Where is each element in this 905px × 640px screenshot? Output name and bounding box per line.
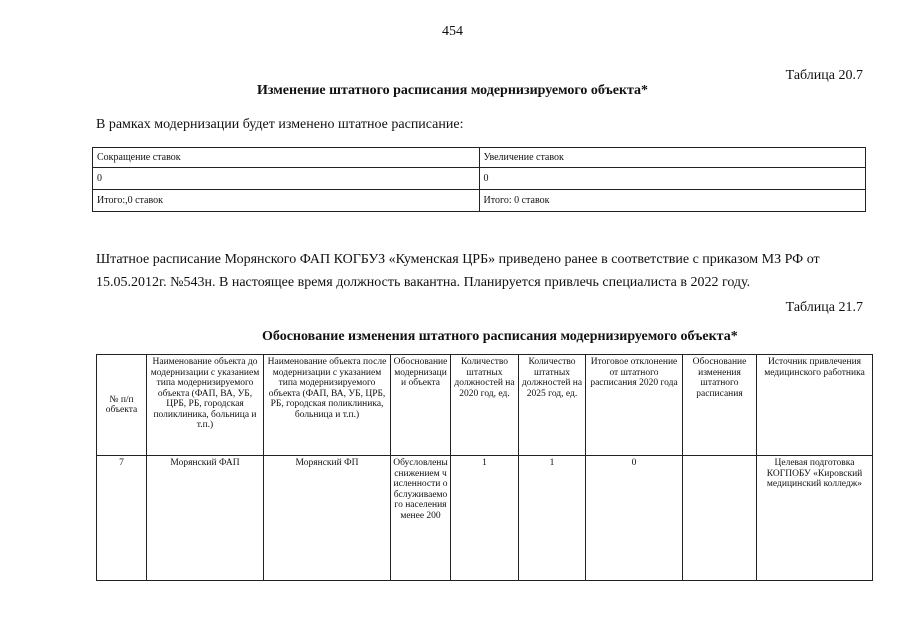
- table-cell: [683, 456, 757, 581]
- table-cell: Морянский ФАП: [147, 456, 264, 581]
- header-cell: № п/п объекта: [97, 355, 147, 456]
- table-cell: Сокращение ставок: [93, 148, 480, 168]
- table-cell: 7: [97, 456, 147, 581]
- table-cell: Итого:,0 ставок: [93, 190, 480, 212]
- staff-change-table: [92, 147, 866, 212]
- table-cell: Итого: 0 ставок: [479, 190, 866, 212]
- body-paragraph: Штатное расписание Морянского ФАП КОГБУЗ «Куменская ЦРБ» приведено ранее в соответствие с приказом МЗ РФ от 15.05.2012г. №543н. В настоящее время должность вакантна. Планируется привлечь специалиста в 2022 году.: [96, 252, 820, 290]
- header-cell: Количество штатных должностей на 2025 год, ед.: [519, 355, 586, 456]
- table-21-7-label: Таблица 21.7: [785, 300, 863, 315]
- table-20-7-label: Таблица 20.7: [785, 68, 863, 83]
- table-row: [97, 456, 873, 581]
- table-cell: Морянский ФП: [264, 456, 391, 581]
- intro-text: В рамках модернизации будет изменено штатное расписание:: [96, 117, 464, 132]
- table-cell: 1: [519, 456, 586, 581]
- header-cell: Источник привлечения медицинского работника: [757, 355, 873, 456]
- header-cell: Обоснование изменения штатного расписания: [683, 355, 757, 456]
- header-cell: Итоговое отклонение от штатного расписания 2020 года: [586, 355, 683, 456]
- table-cell: Увеличение ставок: [479, 148, 866, 168]
- header-cell: Количество штатных должностей на 2020 год, ед.: [451, 355, 519, 456]
- table-21-7-title: Обоснование изменения штатного расписания модернизируемого объекта*: [262, 329, 738, 344]
- table-cell: 0: [93, 168, 480, 190]
- table-cell: Целевая подготовка КОГПОБУ «Кировский медицинский колледж»: [757, 456, 873, 581]
- header-cell: Наименование объекта до модернизации с указанием типа модернизируемого объекта (ФАП, ВА, УБ, ЦРБ, РБ, городская поликлиника, больница и т.п.): [147, 355, 264, 456]
- table-row: [93, 168, 866, 190]
- table-cell: 1: [451, 456, 519, 581]
- table-row: [93, 190, 866, 212]
- header-cell: Наименование объекта после модернизации с указанием типа модернизируемого объекта (ФАП, ВА, УБ, ЦРБ, РБ, городская поликлиника, больница и т.п.): [264, 355, 391, 456]
- table-20-7-title: Изменение штатного расписания модернизируемого объекта*: [256, 83, 649, 98]
- table-cell: Обусловлены снижением численности обслуживаемого населения менее 200: [391, 456, 451, 581]
- justification-table: [96, 354, 873, 581]
- table-row: [93, 148, 866, 168]
- page-number: 454: [442, 24, 463, 39]
- table-cell: 0: [479, 168, 866, 190]
- table-header-row: [97, 355, 873, 456]
- header-cell: Обоснование модернизации объекта: [391, 355, 451, 456]
- table-cell: 0: [586, 456, 683, 581]
